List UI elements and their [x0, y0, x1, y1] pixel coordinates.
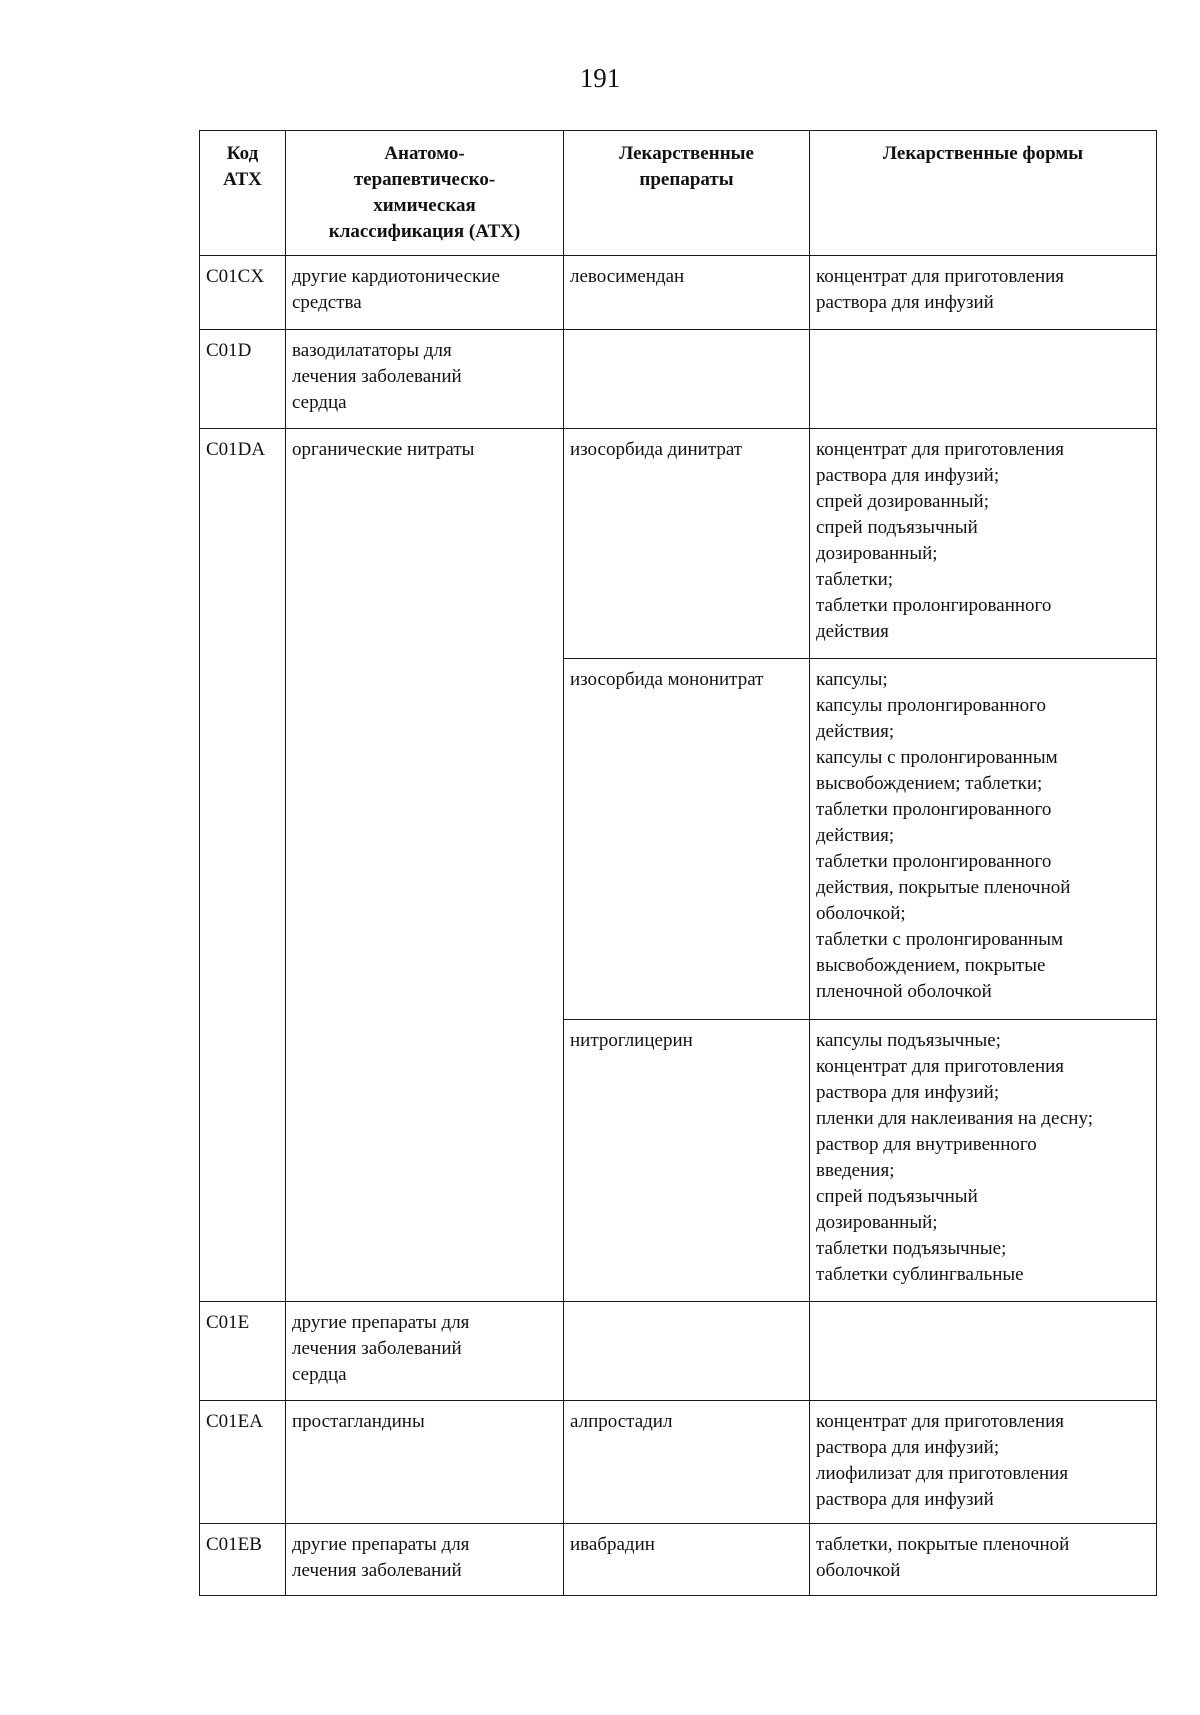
table-row [200, 1401, 1157, 1524]
table-row [200, 330, 1157, 429]
atx-code: C01CX [200, 256, 286, 330]
drug-name [564, 330, 810, 429]
atx-code: C01EA [200, 1401, 286, 1524]
drug-name: ивабрадин [564, 1524, 810, 1596]
atx-classification: простагландины [286, 1401, 564, 1524]
dosage-forms [810, 1302, 1157, 1401]
drug-name: алпростадил [564, 1401, 810, 1524]
dosage-forms: капсулы; капсулы пролонгированного действия; капсулы с пролонгированным высвобождением; таблетки; таблетки пролонгированного действия; таблетки пролонгированного действия, покрытые пленочной оболочкой; таблетки с пролонгированным высвобождением, покрытые пленочной оболочкой [810, 659, 1157, 1020]
drug-name: изосорбида мононитрат [564, 659, 810, 1020]
atx-table [199, 130, 1157, 1596]
page-number: 191 [579, 63, 621, 93]
atx-code: C01E [200, 1302, 286, 1401]
table-header-row [200, 131, 1157, 256]
drug-name: изосорбида динитрат [564, 429, 810, 659]
atx-code: C01DA [200, 429, 286, 1302]
table-row [200, 1524, 1157, 1596]
atx-classification: органические нитраты [286, 429, 564, 1302]
atx-code: C01D [200, 330, 286, 429]
table-row [200, 1302, 1157, 1401]
dosage-forms: таблетки, покрытые пленочной оболочкой [810, 1524, 1157, 1596]
drug-name [564, 1302, 810, 1401]
dosage-forms: концентрат для приготовления раствора для инфузий; спрей дозированный; спрей подъязычный дозированный; таблетки; таблетки пролонгированного действия [810, 429, 1157, 659]
header-forms: Лекарственные формы [810, 131, 1157, 256]
drug-name: нитроглицерин [564, 1020, 810, 1302]
dosage-forms: концентрат для приготовления раствора для инфузий [810, 256, 1157, 330]
atx-classification: другие кардиотонические средства [286, 256, 564, 330]
atx-classification: вазодилататоры для лечения заболеваний сердца [286, 330, 564, 429]
drug-name: левосимендан [564, 256, 810, 330]
dosage-forms: концентрат для приготовления раствора для инфузий; лиофилизат для приготовления раствора для инфузий [810, 1401, 1157, 1524]
table-row [200, 256, 1157, 330]
header-code: Код ATX [200, 131, 286, 256]
atx-classification: другие препараты для лечения заболеваний сердца [286, 1302, 564, 1401]
table-row [200, 429, 1157, 659]
dosage-forms: капсулы подъязычные; концентрат для приготовления раствора для инфузий; пленки для наклеивания на десну; раствор для внутривенного введения; спрей подъязычный дозированный; таблетки подъязычные; таблетки сублингвальные [810, 1020, 1157, 1302]
dosage-forms [810, 330, 1157, 429]
atx-classification: другие препараты для лечения заболеваний [286, 1524, 564, 1596]
header-drugs: Лекарственные препараты [564, 131, 810, 256]
atx-code: C01EB [200, 1524, 286, 1596]
header-classification: Анатомо- терапевтическо- химическая классификация (ATX) [286, 131, 564, 256]
